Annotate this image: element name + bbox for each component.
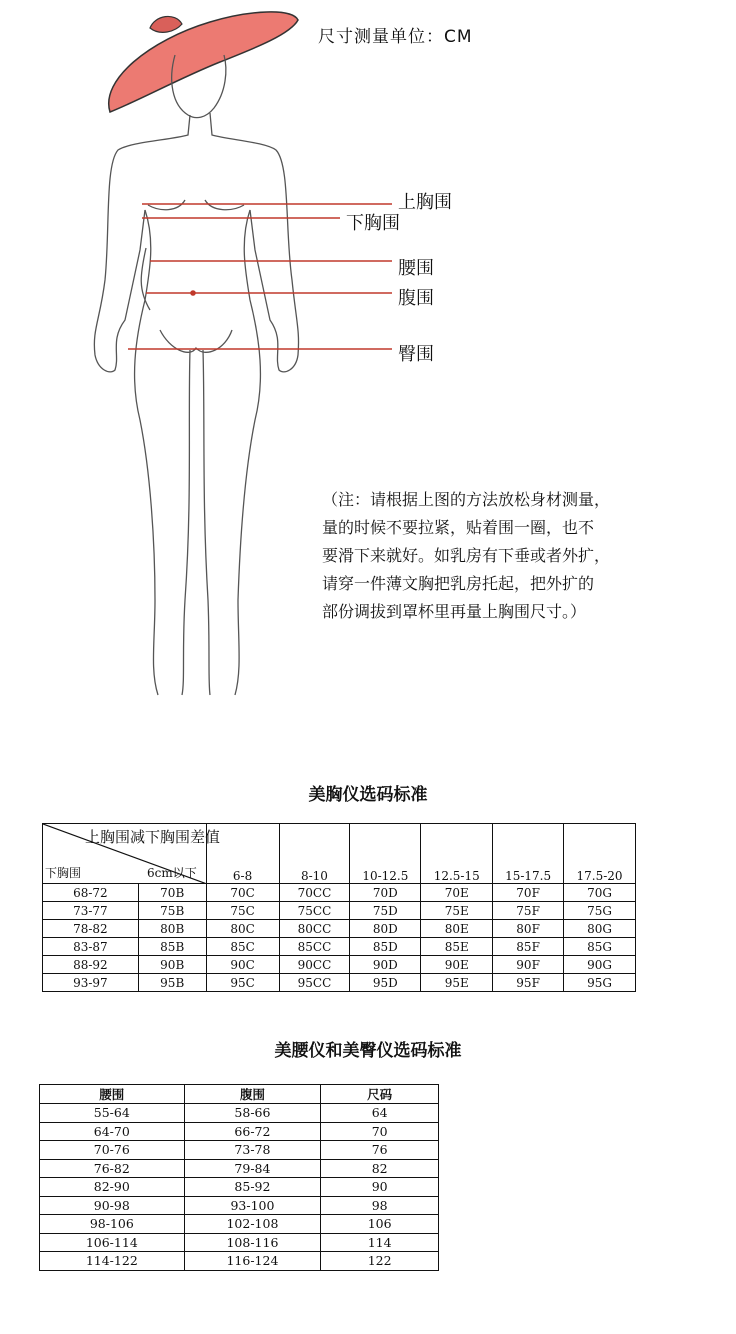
table-row xyxy=(40,1159,439,1178)
waist-cell: 90-98 xyxy=(40,1196,185,1215)
measurement-unit-label: 尺寸测量单位：CM xyxy=(318,27,473,47)
bra-table-title: 美胸仪选码标准 xyxy=(308,785,428,805)
table-row xyxy=(43,884,636,902)
size-cell: 82 xyxy=(321,1159,439,1178)
size-cell: 90 xyxy=(321,1178,439,1197)
size-cell: 85B xyxy=(138,938,206,956)
size-cell: 122 xyxy=(321,1252,439,1271)
waist-cell: 70-76 xyxy=(40,1141,185,1160)
size-cell: 70G xyxy=(564,884,636,902)
abdomen-cell: 108-116 xyxy=(184,1233,321,1252)
abdomen-cell: 73-78 xyxy=(184,1141,321,1160)
body-outline xyxy=(94,55,298,695)
size-cell: 90E xyxy=(421,956,493,974)
size-cell: 80E xyxy=(421,920,493,938)
size-cell: 75B xyxy=(138,902,206,920)
row-label: 83-87 xyxy=(43,938,139,956)
note-line: 请穿一件薄文胸把乳房托起，把外扩的 xyxy=(322,574,595,593)
size-cell: 76 xyxy=(321,1141,439,1160)
table-row xyxy=(40,1233,439,1252)
waist-table-title: 美腰仪和美臀仪选码标准 xyxy=(274,1041,462,1061)
waist-hip-size-table xyxy=(39,1084,439,1271)
waist-cell: 64-70 xyxy=(40,1122,185,1141)
size-cell: 90B xyxy=(138,956,206,974)
note-line: 量的时候不要拉紧，贴着围一圈，也不 xyxy=(322,518,595,537)
abdomen-cell: 79-84 xyxy=(184,1159,321,1178)
waist-cell: 55-64 xyxy=(40,1104,185,1123)
size-cell: 85D xyxy=(350,938,421,956)
size-cell: 114 xyxy=(321,1233,439,1252)
size-cell: 80C xyxy=(206,920,279,938)
abdomen-cell: 93-100 xyxy=(184,1196,321,1215)
size-cell: 95E xyxy=(421,974,493,992)
abdomen-cell: 85-92 xyxy=(184,1178,321,1197)
size-cell: 80D xyxy=(350,920,421,938)
column-header: 尺码 xyxy=(321,1085,439,1104)
column-header: 6cm以下 xyxy=(147,866,197,880)
note-line: （注：请根据上图的方法放松身材测量， xyxy=(322,490,611,509)
table-row xyxy=(43,938,636,956)
size-cell: 75G xyxy=(564,902,636,920)
column-header: 10-12.5 xyxy=(350,824,421,884)
size-cell: 70 xyxy=(321,1122,439,1141)
size-cell: 95C xyxy=(206,974,279,992)
label-upper-bust: 上胸围 xyxy=(398,192,452,213)
size-cell: 90D xyxy=(350,956,421,974)
waist-cell: 76-82 xyxy=(40,1159,185,1178)
size-cell: 85C xyxy=(206,938,279,956)
table-row xyxy=(43,974,636,992)
size-cell: 70D xyxy=(350,884,421,902)
table-row xyxy=(40,1178,439,1197)
row-label: 93-97 xyxy=(43,974,139,992)
abdomen-cell: 102-108 xyxy=(184,1215,321,1234)
size-cell: 95G xyxy=(564,974,636,992)
column-header: 8-10 xyxy=(279,824,350,884)
bra-size-table xyxy=(42,823,636,992)
size-cell: 80G xyxy=(564,920,636,938)
note-line: 要滑下来就好。如乳房有下垂或者外扩， xyxy=(322,546,611,565)
abdomen-cell: 66-72 xyxy=(184,1122,321,1141)
size-cell: 85E xyxy=(421,938,493,956)
size-cell: 90C xyxy=(206,956,279,974)
size-cell: 85F xyxy=(493,938,564,956)
size-cell: 98 xyxy=(321,1196,439,1215)
bra-corner-cell xyxy=(43,824,221,884)
size-cell: 90F xyxy=(493,956,564,974)
corner-top-label: 上胸围减下胸围差值 xyxy=(85,828,221,846)
size-cell: 85G xyxy=(564,938,636,956)
size-cell: 75CC xyxy=(279,902,350,920)
waist-cell: 114-122 xyxy=(40,1252,185,1271)
size-cell: 90CC xyxy=(279,956,350,974)
table-row xyxy=(40,1196,439,1215)
hat-illustration xyxy=(109,12,298,112)
size-cell: 64 xyxy=(321,1104,439,1123)
column-header: 17.5-20 xyxy=(564,824,636,884)
size-cell: 95B xyxy=(138,974,206,992)
column-header: 腹围 xyxy=(184,1085,321,1104)
size-cell: 80B xyxy=(138,920,206,938)
table-row xyxy=(43,920,636,938)
size-cell: 75D xyxy=(350,902,421,920)
size-cell: 70B xyxy=(138,884,206,902)
size-cell: 70E xyxy=(421,884,493,902)
table-row xyxy=(43,956,636,974)
table-row xyxy=(40,1252,439,1271)
label-under-bust: 下胸围 xyxy=(346,213,400,234)
size-cell: 70C xyxy=(206,884,279,902)
size-cell: 75F xyxy=(493,902,564,920)
table-row xyxy=(43,902,636,920)
label-waist: 腰围 xyxy=(398,258,434,279)
column-header: 6-8 xyxy=(206,824,279,884)
label-abdomen: 腹围 xyxy=(398,288,434,309)
waist-cell: 82-90 xyxy=(40,1178,185,1197)
label-hip: 臀围 xyxy=(398,344,434,365)
row-label: 68-72 xyxy=(43,884,139,902)
size-cell: 70CC xyxy=(279,884,350,902)
size-cell: 90G xyxy=(564,956,636,974)
size-cell: 80CC xyxy=(279,920,350,938)
corner-bottom-label: 下胸围 xyxy=(45,866,82,880)
size-cell: 95CC xyxy=(279,974,350,992)
waist-cell: 98-106 xyxy=(40,1215,185,1234)
table-row xyxy=(40,1104,439,1123)
measurement-note xyxy=(322,486,702,626)
table-header-row xyxy=(40,1085,439,1104)
row-label: 73-77 xyxy=(43,902,139,920)
abdomen-cell: 58-66 xyxy=(184,1104,321,1123)
table-row xyxy=(40,1141,439,1160)
size-cell: 70F xyxy=(493,884,564,902)
bra-header-row xyxy=(43,824,636,884)
abdomen-cell: 116-124 xyxy=(184,1252,321,1271)
row-label: 78-82 xyxy=(43,920,139,938)
size-cell: 80F xyxy=(493,920,564,938)
table-row xyxy=(40,1215,439,1234)
note-line: 部份调拔到罩杯里再量上胸围尺寸。） xyxy=(322,602,587,621)
column-header: 12.5-15 xyxy=(421,824,493,884)
waist-cell: 106-114 xyxy=(40,1233,185,1252)
column-header: 15-17.5 xyxy=(493,824,564,884)
table-row xyxy=(40,1122,439,1141)
size-cell: 95D xyxy=(350,974,421,992)
column-header: 腰围 xyxy=(40,1085,185,1104)
size-cell: 95F xyxy=(493,974,564,992)
size-cell: 75C xyxy=(206,902,279,920)
size-cell: 85CC xyxy=(279,938,350,956)
row-label: 88-92 xyxy=(43,956,139,974)
size-cell: 75E xyxy=(421,902,493,920)
size-cell: 106 xyxy=(321,1215,439,1234)
